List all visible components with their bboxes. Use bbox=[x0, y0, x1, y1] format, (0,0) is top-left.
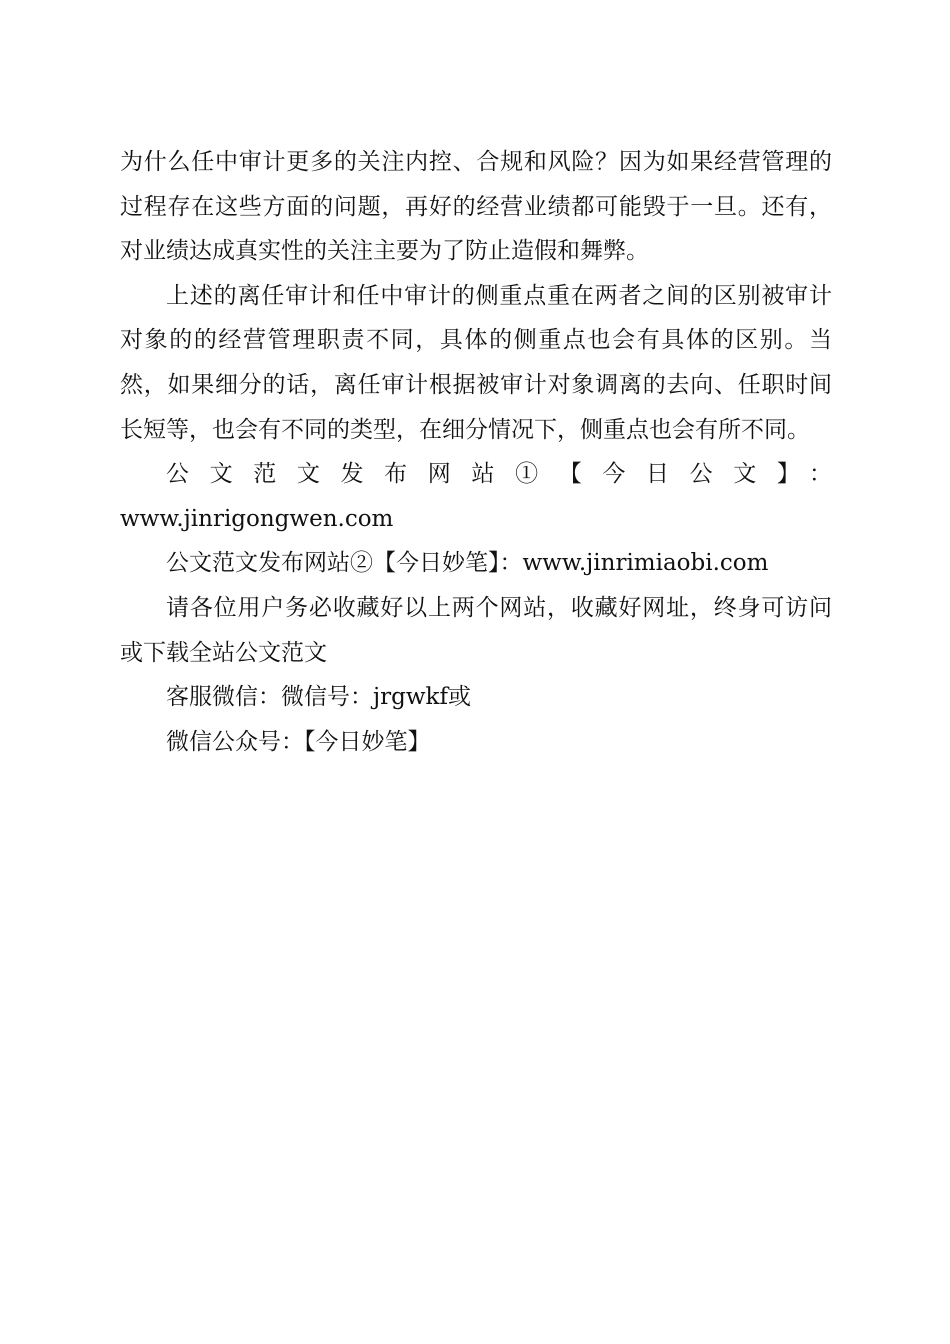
paragraph-customer-service-wechat: 客服微信：微信号：jrgwkf或 bbox=[166, 684, 471, 711]
paragraph-wechat-official-account: 微信公众号：【今日妙笔】 bbox=[166, 728, 431, 755]
paragraph-website-2: 公文范文发布网站②【今日妙笔】：www.jinrimiaobi.com bbox=[166, 550, 769, 577]
website-1-label: 公文范文发布网站①【今日公文】： bbox=[166, 461, 832, 488]
website-1-url-line bbox=[120, 497, 832, 542]
paragraph-inner-audit-focus: 为什么任中审计更多的关注内控、合规和风险？因为如果经营管理的过程存在这些方面的问题，再好的经营业绩都可能毁于一旦。还有，对业绩达成真实性的关注主要为了防止造假和舞弊。 bbox=[120, 149, 832, 265]
website-1-url: www.jinrigongwen.com bbox=[120, 505, 394, 532]
paragraph-website-1 bbox=[120, 452, 832, 497]
document-body bbox=[120, 140, 832, 764]
paragraph-audit-differences: 上述的离任审计和任中审计的侧重点重在两者之间的区别被审计对象的的经营管理职责不同，具体的侧重点也会有具体的区别。当然，如果细分的话，离任审计根据被审计对象调离的去向、任职时间长短等，也会有不同的类型，在细分情况下，侧重点也会有所不同。 bbox=[120, 282, 832, 443]
paragraph-bookmark-notice: 请各位用户务必收藏好以上两个网站，收藏好网址，终身可访问或下载全站公文范文 bbox=[120, 594, 832, 666]
